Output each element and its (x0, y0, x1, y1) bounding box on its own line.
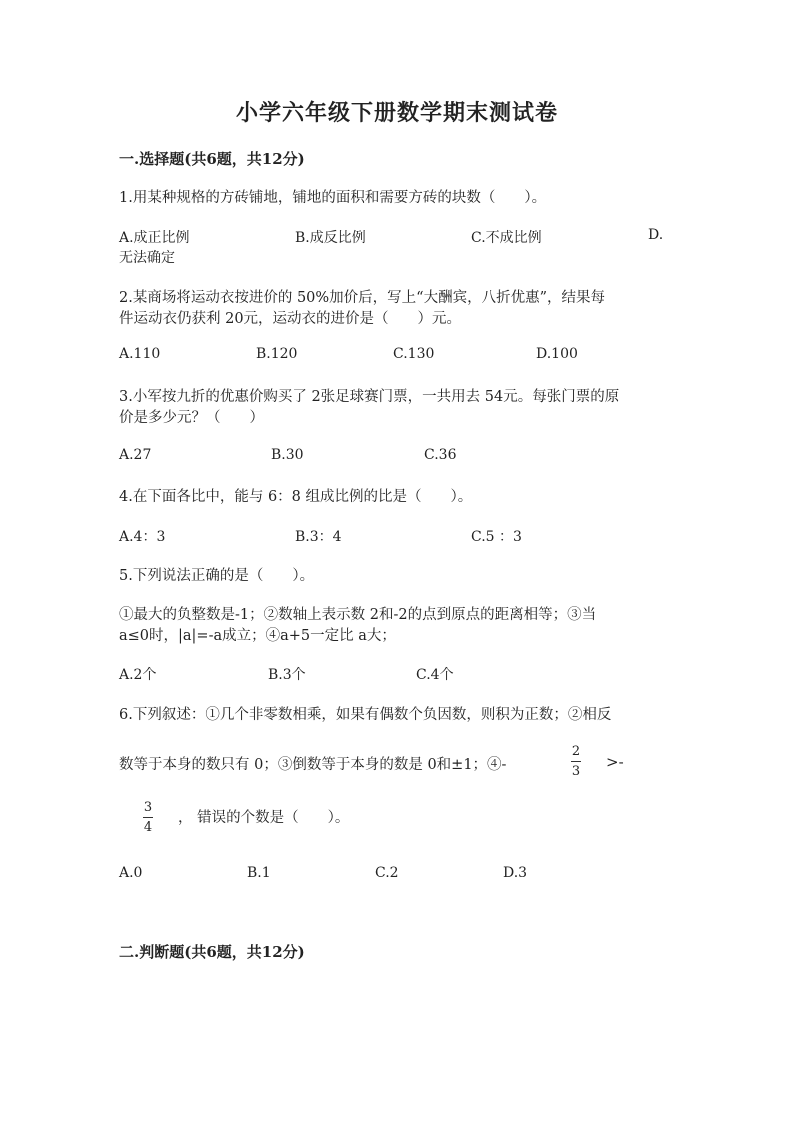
q5-option-a: A.2个 (119, 667, 157, 683)
q1-option-c: C.不成比例 (471, 230, 542, 246)
q6-option-c: C.2 (375, 865, 399, 881)
question-3-line-2: 价是多少元？（ ） (119, 410, 264, 426)
q1-option-b: B.成反比例 (295, 230, 366, 246)
q2-option-d: D.100 (536, 346, 578, 362)
question-6-line-1: 6.下列叙述：①几个非零数相乘，如果有偶数个负因数，则积为正数；②相反 (119, 707, 612, 723)
fraction-bar (143, 817, 153, 818)
q1-option-d: D. (648, 227, 664, 243)
page-title: 小学六年级下册数学期末测试卷 (235, 100, 558, 126)
q1-option-d-text: 无法确定 (119, 250, 175, 266)
fraction-1-denominator: 3 (571, 764, 581, 779)
question-6-line-2: 数等于本身的数只有 0；③倒数等于本身的数是 0和±1；④- (119, 757, 507, 773)
q5-option-b: B.3个 (268, 667, 306, 683)
q3-option-c: C.36 (424, 447, 457, 463)
q3-option-b: B.30 (271, 447, 304, 463)
question-1-text: 1.用某种规格的方砖铺地，铺地的面积和需要方砖的块数（ ）。 (119, 190, 547, 206)
question-2-line-2: 件运动衣仍获利 20元，运动衣的进价是（ ）元。 (119, 311, 462, 327)
question-5-statement-line-2: a≤0时，|a|=-a成立；④a+5一定比 a大； (119, 628, 396, 644)
q2-option-b: B.120 (256, 346, 298, 362)
q3-option-a: A.27 (119, 447, 152, 463)
section-heading-judgement: 二.判断题(共6题，共12分) (119, 943, 305, 961)
fraction-three-quarters (143, 800, 153, 835)
q6-option-a: A.0 (119, 865, 143, 881)
question-6-line-3: ， 错误的个数是（ ）。 (178, 810, 350, 826)
fraction-2-numerator: 3 (143, 800, 153, 815)
question-4-text: 4.在下面各比中，能与 6：8 组成比例的比是（ ）。 (119, 489, 473, 505)
q4-option-c: C.5 ：3 (471, 529, 522, 545)
fraction-1-numerator: 2 (571, 744, 581, 759)
q6-option-d: D.3 (503, 865, 528, 881)
q4-option-b: B.3：4 (295, 529, 342, 545)
question-5-statement-line-1: ①最大的负整数是-1；②数轴上表示数 2和-2的点到原点的距离相等；③当 (119, 607, 597, 623)
question-5-text: 5.下列说法正确的是（ ）。 (119, 568, 315, 584)
fraction-two-thirds (571, 744, 581, 779)
q4-option-a: A.4：3 (119, 529, 166, 545)
greater-than-sign: >- (606, 753, 624, 771)
q5-option-c: C.4个 (416, 667, 454, 683)
section-heading-choice: 一.选择题(共6题，共12分) (119, 150, 305, 168)
fraction-bar (571, 761, 581, 762)
q2-option-a: A.110 (119, 346, 161, 362)
fraction-2-denominator: 4 (143, 820, 153, 835)
question-3-line-1: 3.小军按九折的优惠价购买了 2张足球赛门票，一共用去 54元。每张门票的原 (119, 389, 620, 405)
q1-option-a: A.成正比例 (119, 230, 190, 246)
q6-option-b: B.1 (247, 865, 271, 881)
q2-option-c: C.130 (393, 346, 435, 362)
question-2-line-1: 2.某商场将运动衣按进价的 50%加价后，写上“大酬宾，八折优惠”，结果每 (119, 290, 605, 306)
